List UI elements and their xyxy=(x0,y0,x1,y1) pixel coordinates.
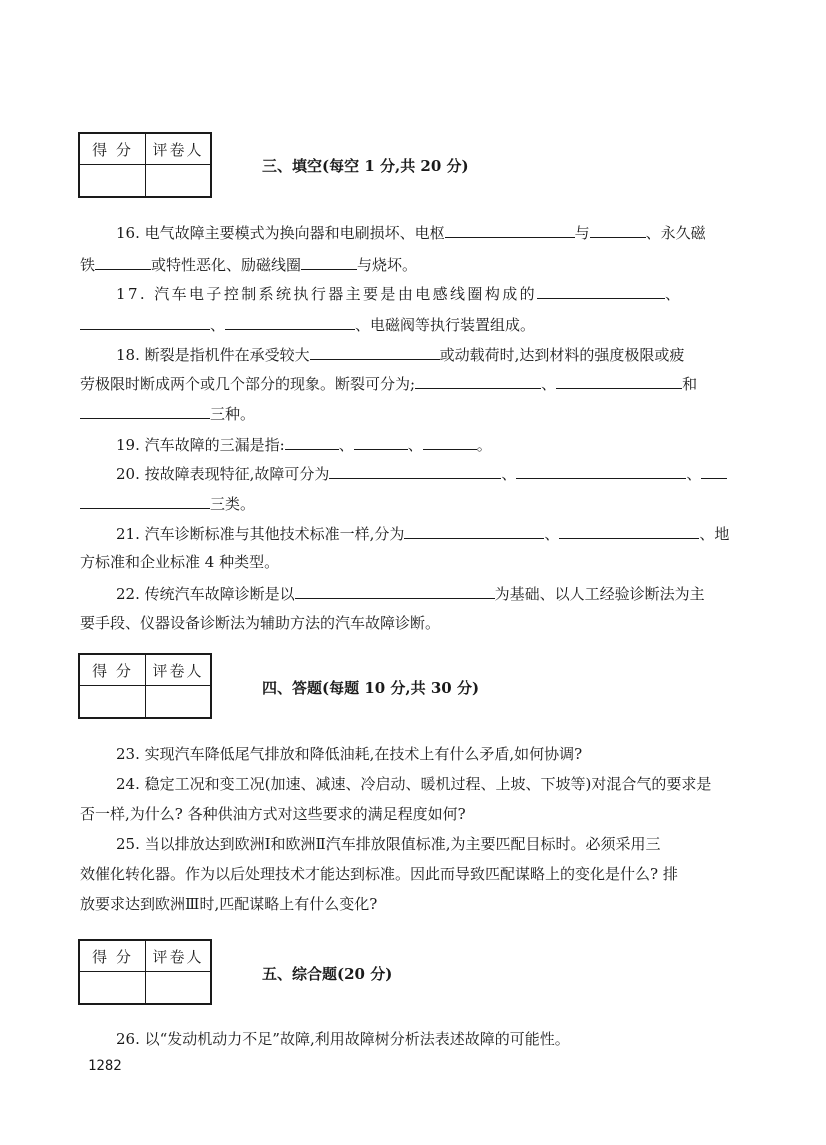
question-22-line-1 xyxy=(116,583,705,604)
question-text: 铁 xyxy=(80,256,96,274)
question-text: 或动载荷时,达到材料的强度极限或疲 xyxy=(439,346,685,364)
question-text: 与 xyxy=(574,224,590,242)
question-23: 23. 实现汽车降低尾气排放和降低油耗,在技术上有什么矛盾,如何协调? xyxy=(116,745,583,763)
question-21-line-1 xyxy=(116,523,729,544)
question-text: 21. 汽车诊断标准与其他技术标准一样,分为 xyxy=(116,525,405,543)
question-26: 26. 以“发动机动力不足”故障,利用故障树分析法表述故障的可能性。 xyxy=(116,1030,570,1048)
section-title: 三、填空(每空 1 分,共 20 分) xyxy=(262,157,469,175)
section-title: 五、综合题(20 分) xyxy=(262,965,393,983)
question-25-line-2: 效催化转化器。作为以后处理技术才能达到标准。因此而导致匹配谋略上的变化是什么? 排 xyxy=(80,865,678,883)
question-text: 、地 xyxy=(699,525,730,543)
answer-blank xyxy=(423,434,477,450)
question-text: 22. 传统汽车故障诊断是以 xyxy=(116,585,295,603)
question-text: 、 xyxy=(541,375,557,393)
question-text: 、永久磁 xyxy=(645,224,706,242)
question-text: 、 xyxy=(686,465,702,483)
question-16-line-2 xyxy=(80,254,417,275)
question-text: 16. 电气故障主要模式为换向器和电刷损坏、电枢 xyxy=(116,224,445,242)
answer-blank xyxy=(80,493,210,509)
answer-blank xyxy=(310,344,440,360)
question-22-line-2 xyxy=(80,613,440,633)
question-text: 或特性恶化、励磁线圈 xyxy=(151,256,302,274)
question-21-line-2 xyxy=(80,552,279,572)
question-text: 方标准和企业标准 4 种类型。 xyxy=(80,553,280,571)
grader-label: 评卷人 xyxy=(146,134,210,165)
question-18-line-3 xyxy=(80,403,255,424)
answer-blank xyxy=(354,434,408,450)
answer-blank xyxy=(556,373,682,389)
question-19 xyxy=(116,434,492,455)
question-text: 、 xyxy=(501,465,517,483)
answer-blank xyxy=(516,463,686,479)
score-box xyxy=(78,132,212,198)
answer-blank xyxy=(80,314,210,330)
score-label: 得 分 xyxy=(80,655,146,686)
question-16-line-1 xyxy=(116,222,706,243)
grader-cell xyxy=(146,686,210,717)
question-text: 、电磁阀等执行装置组成。 xyxy=(355,316,536,334)
score-cell xyxy=(80,972,146,1003)
answer-blank xyxy=(701,463,727,479)
answer-blank xyxy=(295,583,495,599)
question-text: 为基础、以人工经验诊断法为主 xyxy=(494,585,705,603)
answer-blank xyxy=(285,434,339,450)
question-text: 三类。 xyxy=(210,495,256,513)
answer-blank xyxy=(445,222,575,238)
question-20-line-1 xyxy=(116,463,727,484)
answer-blank xyxy=(95,254,151,270)
question-17-line-1 xyxy=(116,283,680,304)
question-18-line-2 xyxy=(80,373,697,394)
question-text: 、 xyxy=(665,285,681,303)
answer-blank xyxy=(559,523,699,539)
score-cell xyxy=(80,165,146,196)
answer-blank xyxy=(415,373,541,389)
question-24-line-1: 24. 稳定工况和变工况(加速、减速、冷启动、暖机过程、上坡、下坡等)对混合气的要求是 xyxy=(116,775,712,793)
question-text: 、 xyxy=(544,525,560,543)
question-25-line-3: 放要求达到欧洲Ⅲ时,匹配谋略上有什么变化? xyxy=(80,895,378,913)
question-text: 、 xyxy=(210,316,226,334)
question-text: 、 xyxy=(407,436,423,454)
score-box xyxy=(78,939,212,1005)
question-20-line-2 xyxy=(80,493,255,514)
question-text: 三种。 xyxy=(210,405,256,423)
answer-blank xyxy=(329,463,501,479)
question-text: 18. 断裂是指机件在承受较大 xyxy=(116,346,310,364)
grader-label: 评卷人 xyxy=(146,941,210,972)
question-text: 、 xyxy=(338,436,354,454)
answer-blank xyxy=(80,403,210,419)
question-text: 和 xyxy=(682,375,698,393)
score-label: 得 分 xyxy=(80,134,146,165)
question-24-line-2: 否一样,为什么? 各种供油方式对这些要求的满足程度如何? xyxy=(80,805,466,823)
answer-blank xyxy=(590,222,646,238)
question-text: 20. 按故障表现特征,故障可分为 xyxy=(116,465,330,483)
score-label: 得 分 xyxy=(80,941,146,972)
answer-blank xyxy=(537,283,665,299)
question-text: 。 xyxy=(476,436,492,454)
grader-cell xyxy=(146,972,210,1003)
score-cell xyxy=(80,686,146,717)
answer-blank xyxy=(301,254,357,270)
question-25-line-1: 25. 当以排放达到欧洲Ⅰ和欧洲Ⅱ汽车排放限值标准,为主要匹配目标时。必须采用三 xyxy=(116,835,661,853)
question-17-line-2 xyxy=(80,314,535,335)
question-text: 要手段、仪器设备诊断法为辅助方法的汽车故障诊断。 xyxy=(80,614,441,632)
question-text: 劳极限时断成两个或几个部分的现象。断裂可分为; xyxy=(80,375,416,393)
answer-blank xyxy=(404,523,544,539)
question-text: 17. 汽车电子控制系统执行器主要是由电感线圈构成的 xyxy=(116,285,538,303)
grader-label: 评卷人 xyxy=(146,655,210,686)
page-number: 1282 xyxy=(88,1058,122,1074)
grader-cell xyxy=(146,165,210,196)
question-18-line-1 xyxy=(116,344,684,365)
question-text: 19. 汽车故障的三漏是指: xyxy=(116,436,285,454)
score-box xyxy=(78,653,212,719)
section-title: 四、答题(每题 10 分,共 30 分) xyxy=(262,679,480,697)
answer-blank xyxy=(225,314,355,330)
question-text: 与烧坏。 xyxy=(357,256,418,274)
